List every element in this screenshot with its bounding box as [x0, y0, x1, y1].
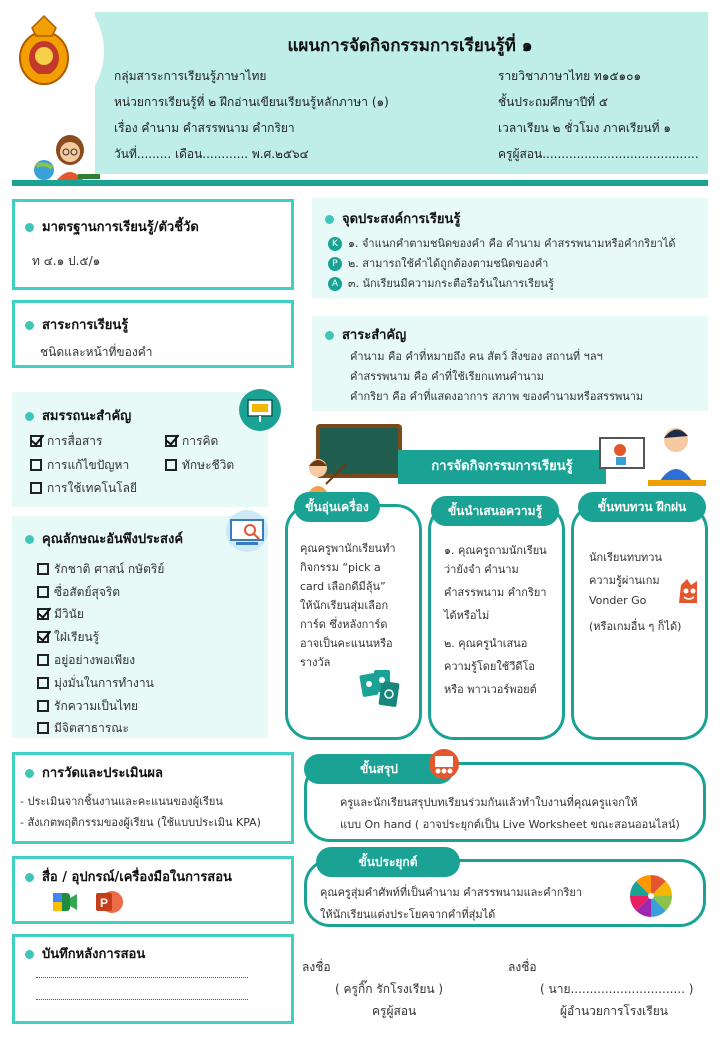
- signature-role-right: ผู้อำนวยการโรงเรียน: [560, 1004, 668, 1018]
- standard-title: [25, 216, 199, 237]
- characteristic-item: [37, 560, 164, 579]
- checkbox-icon: [30, 459, 42, 471]
- apply-line: ให้นักเรียนแต่งประโยคจากคำที่สุ่มได้: [320, 908, 496, 921]
- standard-panel: [12, 199, 294, 290]
- p-badge-icon: P: [328, 257, 342, 271]
- cards-icon: [358, 668, 406, 708]
- present-line: ๒. คุณครูนำเสนอ: [444, 637, 528, 650]
- bullet-icon: [25, 321, 34, 330]
- key-concept-title-text: สาระสำคัญ: [342, 328, 407, 343]
- warmup-line: การ์ด ซึ่งหลังการ์ด: [300, 618, 388, 631]
- warmup-line: กิจกรรม “pick a: [300, 561, 381, 574]
- objective-item: [328, 254, 548, 272]
- teacher-chalkboard-icon: [300, 424, 404, 496]
- evaluation-item: - ประเมินจากชิ้นงานและคะแนนของผู้เรียน: [20, 795, 223, 808]
- competency-item-label: การคิด: [182, 434, 219, 448]
- header-divider: [12, 180, 708, 186]
- online-learning-icon: [220, 508, 274, 554]
- checkbox-icon: [37, 700, 49, 712]
- school-emblem-icon: [18, 14, 70, 86]
- apply-line: คุณครูสุ่มคำศัพท์ที่เป็นคำนาม คำสรรพนามและคำกริยา: [320, 886, 583, 899]
- checkbox-icon: [30, 482, 42, 494]
- competency-item: [165, 432, 218, 451]
- content-title: [25, 314, 128, 335]
- checkbox-checked-icon: [165, 435, 177, 447]
- objective-text: ๓. นักเรียนมีความกระตือรือร้นในการเรียนรู้: [348, 277, 554, 290]
- notes-title-text: บันทึกหลังการสอน: [42, 947, 146, 962]
- present-line: คำสรรพนาม คำกริยา: [444, 586, 547, 599]
- classroom-icon: [428, 748, 460, 780]
- summary-title: ขั้นสรุป: [304, 754, 454, 784]
- standard-value: ท ๔.๑ ป.๕/๑: [32, 254, 101, 268]
- characteristic-item-label: มุ่งมั่นในการทำงาน: [54, 676, 154, 690]
- key-concept-title: [325, 324, 406, 345]
- warmup-line: รางวัล: [300, 656, 331, 669]
- review-line: นักเรียนทบทวน: [589, 551, 662, 564]
- google-meet-icon: [52, 890, 78, 914]
- present-line: หรือ พาวเวอร์พอยต์: [444, 683, 537, 696]
- competency-item: [30, 432, 103, 451]
- checkbox-icon: [165, 459, 177, 471]
- characteristic-item: [37, 651, 135, 670]
- k-badge-icon: K: [328, 237, 342, 251]
- warmup-title: ขั้นอุ่นเครื่อง: [294, 492, 380, 522]
- competency-item-label: การแก้ไขปัญหา: [47, 458, 130, 472]
- notes-line: [36, 999, 248, 1000]
- warmup-line: อาจเป็นคะแนนหรือ: [300, 637, 393, 650]
- evaluation-title: [25, 762, 163, 783]
- review-line: Vonder Go: [589, 594, 647, 607]
- objective-text: ๒. สามารถใช้คำได้ถูกต้องตามชนิดของคำ: [348, 257, 549, 270]
- header-subject-group: กลุ่มสาระการเรียนรู้ภาษาไทย: [114, 69, 267, 83]
- competency-item-label: ทักษะชีวิต: [182, 458, 235, 472]
- game-mascot-icon: [675, 577, 701, 605]
- characteristic-item-label: รักชาติ ศาสน์ กษัตริย์: [54, 562, 165, 576]
- characteristic-item-label: อยู่อย่างพอเพียง: [54, 653, 136, 667]
- review-line: ความรู้ผ่านเกม: [589, 574, 660, 587]
- activities-banner: การจัดกิจกรรมการเรียนรู้: [398, 450, 606, 484]
- standard-title-text: มาตรฐานการเรียนรู้/ตัวชี้วัด: [42, 220, 199, 235]
- warmup-line: ให้นักเรียนสุ่มเลือก: [300, 599, 389, 612]
- media-title-text: สื่อ / อุปกรณ์/เครื่องมือในการสอน: [42, 870, 232, 885]
- characteristic-item-label: ใฝ่เรียนรู้: [54, 630, 100, 644]
- bullet-icon: [25, 535, 34, 544]
- signature-label-right: ลงชื่อ: [508, 960, 537, 974]
- header-topic: เรื่อง คำนาม คำสรรพนาม คำกริยา: [114, 121, 295, 135]
- powerpoint-icon: [94, 889, 124, 915]
- objectives-title: [325, 208, 460, 229]
- apply-title: ขั้นประยุกต์: [316, 847, 460, 877]
- summary-line: แบบ On hand ( อาจประยุกต์เป็น Live Worksheet ขณะสอนออนไลน์): [340, 818, 680, 831]
- header-time: เวลาเรียน ๒ ชั่วโมง ภาคเรียนที่ ๑: [498, 121, 671, 135]
- signature-role-left: ครูผู้สอน: [372, 1004, 417, 1018]
- characteristic-item-label: รักความเป็นไทย: [54, 699, 139, 713]
- checkbox-checked-icon: [37, 631, 49, 643]
- competency-item: [30, 479, 137, 498]
- competency-item: [30, 456, 129, 475]
- plan-title: แผนการจัดกิจกรรมการเรียนรู้ที่ ๑: [287, 36, 533, 56]
- characteristic-item: [37, 674, 154, 693]
- objective-text: ๑. จำแนกคำตามชนิดของคำ คือ คำนาม คำสรรพนามหรือคำกริยาได้: [348, 237, 676, 250]
- competency-item: [165, 456, 234, 475]
- header-unit: หน่วยการเรียนรู้ที่ ๒ ฝึกอ่านเขียนเรียนรู้หลักภาษา (๑): [114, 95, 389, 109]
- checkbox-icon: [37, 563, 49, 575]
- characteristic-item: [37, 697, 138, 716]
- characteristics-title: [25, 528, 183, 549]
- competency-item-label: การสื่อสาร: [47, 434, 103, 448]
- teacher-illustration-icon: [28, 128, 103, 184]
- characteristic-item-label: มีจิตสาธารณะ: [54, 721, 129, 735]
- warmup-line: คุณครูพานักเรียนทำ: [300, 542, 396, 555]
- characteristics-title-text: คุณลักษณะอันพึงประสงค์: [42, 532, 184, 547]
- signature-name-right: ( นาย.............................. ): [540, 982, 694, 996]
- objective-item: [328, 274, 554, 292]
- checkbox-icon: [37, 586, 49, 598]
- notes-line: [36, 977, 248, 978]
- characteristic-item-label: ซื่อสัตย์สุจริต: [54, 585, 121, 599]
- evaluation-item: - สังเกตพฤติกรรมของผู้เรียน (ใช้แบบประเมิน KPA): [20, 816, 261, 829]
- characteristic-item: [37, 583, 120, 602]
- objective-item: [328, 234, 676, 252]
- summary-line: ครูและนักเรียนสรุปบทเรียนร่วมกันแล้วทำใบงานที่คุณครูแจกให้: [340, 796, 638, 809]
- competency-item-label: การใช้เทคโนโลยี: [47, 481, 137, 495]
- checkbox-checked-icon: [37, 608, 49, 620]
- characteristic-item: [37, 605, 84, 624]
- key-concept-line: คำสรรพนาม คือ คำที่ใช้เรียกแทนคำนาม: [350, 370, 544, 383]
- checkbox-checked-icon: [30, 435, 42, 447]
- bullet-icon: [25, 769, 34, 778]
- present-line: ได้หรือไม่: [444, 609, 490, 622]
- objectives-title-text: จุดประสงค์การเรียนรู้: [342, 212, 461, 227]
- competency-title-text: สมรรถนะสำคัญ: [42, 409, 132, 424]
- svg-text:P: P: [100, 896, 109, 910]
- content-value: ชนิดและหน้าที่ของคำ: [40, 345, 153, 359]
- signature-name-left: ( ครูกิ๊ก รักโรงเรียน ): [335, 982, 444, 996]
- review-line: (หรือเกมอื่น ๆ ก็ได้): [589, 620, 682, 633]
- header-grade: ชั้นประถมศึกษาปีที่ ๕: [498, 95, 608, 109]
- media-title: [25, 866, 232, 887]
- header-course: รายวิชาภาษาไทย ท๑๕๑๐๑: [498, 69, 642, 83]
- signature-label-left: ลงชื่อ: [302, 960, 331, 974]
- competency-title: [25, 405, 131, 426]
- bullet-icon: [25, 950, 34, 959]
- review-title: ขั้นทบทวน ฝึกฝน: [578, 492, 706, 522]
- present-title: ขั้นนำเสนอความรู้: [431, 496, 559, 526]
- characteristic-item: [37, 628, 99, 647]
- notes-title: [25, 943, 145, 964]
- key-concept-line: คำนาม คือ คำที่หมายถึง คน สัตว์ สิ่งของ สถานที่ ฯลฯ: [350, 350, 603, 363]
- bullet-icon: [25, 412, 34, 421]
- student-online-icon: [598, 424, 708, 494]
- warmup-line: card เลือกดีมีลุ้น”: [300, 580, 386, 593]
- key-concept-line: คำกริยา คือ คำที่แสดงอาการ สภาพ ของคำนามหรือสรรพนาม: [350, 390, 644, 403]
- present-line: ความรู้โดยใช้วีดีโอ: [444, 660, 536, 673]
- bullet-icon: [25, 223, 34, 232]
- bullet-icon: [325, 331, 334, 340]
- evaluation-title-text: การวัดและประเมินผล: [42, 766, 163, 781]
- header-teacher: ครูผู้สอน.........................................: [498, 147, 699, 161]
- content-title-text: สาระการเรียนรู้: [42, 318, 129, 333]
- header-date: วันที่......... เดือน............ พ.ศ.๒๕๖๔: [114, 147, 309, 161]
- presentation-icon: [235, 388, 285, 432]
- bullet-icon: [25, 873, 34, 882]
- checkbox-icon: [37, 722, 49, 734]
- a-badge-icon: A: [328, 277, 342, 291]
- checkbox-icon: [37, 654, 49, 666]
- characteristic-item: [37, 719, 129, 738]
- checkbox-icon: [37, 677, 49, 689]
- bullet-icon: [325, 215, 334, 224]
- present-line: ว่ายังจำ คำนาม: [444, 563, 519, 576]
- present-line: ๑. คุณครูถามนักเรียน: [444, 544, 547, 557]
- spin-wheel-icon: [628, 873, 674, 919]
- characteristic-item-label: มีวินัย: [54, 607, 84, 621]
